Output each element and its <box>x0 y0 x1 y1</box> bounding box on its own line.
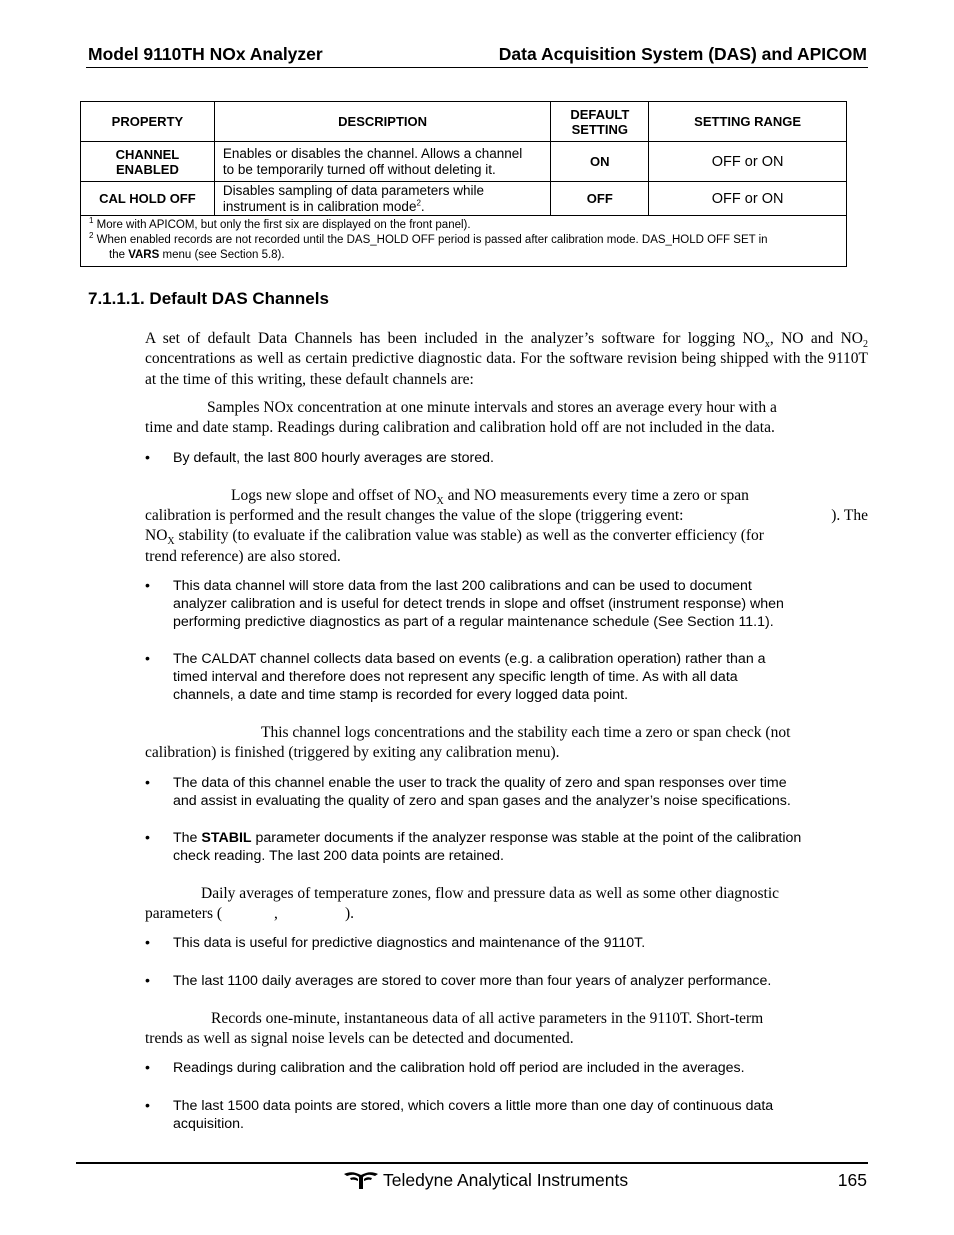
intro-line2-post: concentrations as well as certain predictive diagnostic data. For the software revision being shipped <box>145 350 769 368</box>
bullet-text: This data is useful for predictive diagnostics and maintenance of the 9110T. <box>173 935 646 951</box>
intro-line1-post: , NO and <box>769 330 834 347</box>
bullet-dot: • <box>145 775 150 791</box>
conc-line1: Samples NOx concentration at one minute intervals and stores an average every hour with a <box>207 399 777 416</box>
caldat-line4: trend reference) are also stored. <box>145 548 341 565</box>
th-description: DESCRIPTION <box>214 102 550 142</box>
bullet-dot: • <box>145 1060 150 1076</box>
bullet-line1: This data channel will store data from the last 200 calibrations and can be used to document <box>173 578 752 594</box>
bullet-dot: • <box>145 450 150 466</box>
bullet-b2-pre: The <box>173 830 202 846</box>
bullet-dot: • <box>145 935 150 951</box>
desc-line1: Disables sampling of data parameters while <box>222 183 484 198</box>
cell-default: OFF <box>551 182 649 216</box>
diag-line1: Daily averages of temperature zones, flow and pressure data as well as some other diagnostic <box>201 885 780 902</box>
caldat-line3-wrap <box>145 526 868 546</box>
bullet-line3: channels, a date and time stamp is recorded for every logged data point. <box>173 687 629 703</box>
caldat-line2-post: ). The <box>831 507 868 524</box>
cell-range: OFF or ON <box>649 182 847 216</box>
table-row <box>81 182 847 216</box>
bullet-b2-line1-post: parameter documents if the analyzer response was stable at the point of the calibration <box>251 830 802 846</box>
property-line2: ENABLED <box>116 161 179 177</box>
bullet-line2: and assist in evaluating the quality of zero and span gases and the analyzer’s noise specifications. <box>173 793 791 809</box>
caldat-line3-post: stability (to evaluate if the calibration value was stable) as well as the converter efficiency (for <box>174 527 764 544</box>
das-property-table <box>80 101 847 267</box>
intro-line1-sub: x <box>764 339 770 351</box>
conc-paragraph-line1-wrap <box>145 398 868 418</box>
table-header-row <box>81 102 847 142</box>
header-rule <box>86 67 868 68</box>
cell-range: OFF or ON <box>649 142 847 182</box>
footnote-2-cont-pre: the <box>109 249 129 261</box>
hires-line2-wrap <box>145 1029 868 1049</box>
footnote-1-text: More with APICOM, but only the first six are displayed on the front panel). <box>93 219 471 231</box>
bullet-text <box>173 774 867 810</box>
bullet-line1: The data of this channel enable the user to track the quality of zero and span responses over time <box>173 775 787 791</box>
hires-line1: Records one-minute, instantaneous data of all active parameters in the 9110T. Short-term <box>211 1010 764 1027</box>
caldat-line1-post: and NO measurements every time a zero or span <box>443 487 749 504</box>
calcheck-line2-wrap <box>145 743 868 763</box>
bullet-dot: • <box>145 651 150 667</box>
section-heading: 7.1.1.1. Default DAS Channels <box>88 289 329 308</box>
calcheck-line2: calibration) is finished (triggered by exiting any calibration menu). <box>145 744 560 761</box>
calcheck-line1-wrap <box>145 723 868 743</box>
footnote-2-mark: 2 <box>89 231 94 241</box>
cell-property: CAL HOLD OFF <box>81 182 215 216</box>
bullet-text: The last 1100 daily averages are stored to cover more than four years of analyzer performance. <box>173 973 772 989</box>
footer-rule <box>76 1162 868 1164</box>
conc-line2: time and date stamp. Readings during calibration and calibration hold off are not included in the data. <box>145 419 775 436</box>
th-setting-range: SETTING RANGE <box>649 102 847 142</box>
intro-line3: with the 9110T at the time of this writing, these default channels are: <box>145 350 868 388</box>
desc-line2: to be temporarily turned off without deleting it. <box>222 161 496 177</box>
bullet-line2: analyzer calibration and is useful for detect trends in slope and offset (instrument response) when <box>173 596 784 612</box>
desc-line2: instrument is in calibration mode <box>222 198 417 214</box>
diag-line2-pre: parameters ( <box>145 905 223 922</box>
th-default-line2: SETTING <box>571 121 628 137</box>
caldat-line1-wrap <box>145 486 868 506</box>
bullet-b2-line2: check reading. The last 200 data points are retained. <box>173 848 504 864</box>
bullet-text: Readings during calibration and the calibration hold off period are included in the averages. <box>173 1060 745 1076</box>
bullet-text <box>173 650 867 704</box>
running-header-model: Model 9110TH NOx Analyzer <box>88 44 323 64</box>
footnote-1 <box>89 218 838 233</box>
bullet-line1: The last 1500 data points are stored, which covers a little more than one day of continuous data <box>173 1098 774 1114</box>
diag-line1-wrap <box>145 884 868 904</box>
bullet-dot: • <box>145 1098 150 1114</box>
caldat-line4-wrap <box>145 547 868 567</box>
page-number: 165 <box>837 1170 867 1190</box>
calcheck-line1: This channel logs concentrations and the stability each time a zero or span check (not <box>261 724 791 741</box>
th-property: PROPERTY <box>81 102 215 142</box>
intro-paragraph <box>145 329 868 390</box>
bullet-text <box>173 577 867 631</box>
caldat-line1-pre: Logs new slope and offset of NO <box>231 487 437 504</box>
intro-line2-sub: 2 <box>863 339 868 351</box>
table-notes-row <box>81 216 847 267</box>
th-default-setting <box>551 102 649 142</box>
intro-line2-pre: NO <box>840 330 863 347</box>
caldat-line3-pre: NO <box>145 527 168 544</box>
footnote-2-vars: VARS <box>128 249 160 261</box>
footnote-2-cont-post: menu (see Section 5.8). <box>159 249 285 261</box>
footnote-2-text: When enabled records are not recorded until the DAS_HOLD OFF period is passed after calibration mode. DAS_HOLD OFF SET in <box>93 234 768 246</box>
intro-line1-pre: A set of default Data Channels has been included in the analyzer’s software for logging NO <box>145 330 765 347</box>
hires-line1-wrap <box>145 1009 868 1029</box>
bullet-dot: • <box>145 578 150 594</box>
th-default-line1: DEFAULT <box>570 106 630 122</box>
footer-company: Teledyne Analytical Instruments <box>383 1170 629 1190</box>
cell-description <box>214 182 550 216</box>
bullet-dot: • <box>145 830 150 846</box>
bullet-dot: • <box>145 973 150 989</box>
bullet-line3: performing predictive diagnostics as part of a regular maintenance schedule (See Section 11.1). <box>173 614 774 630</box>
footnote-ref: 2 <box>416 198 421 207</box>
cell-default: ON <box>551 142 649 182</box>
bullet-text <box>173 829 867 865</box>
bullet-line2: timed interval and therefore does not represent any specific length of time. As with all data <box>173 669 738 685</box>
table-row <box>81 142 847 182</box>
diag-line2-post: ). <box>345 905 355 922</box>
desc-end: . <box>420 198 425 214</box>
caldat-line1-sub: X <box>436 496 444 508</box>
bullet-text: By default, the last 800 hourly averages are stored. <box>173 450 494 466</box>
table-footnotes <box>81 216 847 267</box>
desc-line1: Enables or disables the channel. Allows a channel <box>222 146 523 161</box>
diag-line2-mid: , <box>274 905 278 922</box>
property-line1: CHANNEL <box>115 146 180 162</box>
bullet-line2: acquisition. <box>173 1116 244 1132</box>
cell-property <box>81 142 215 182</box>
teledyne-logo-icon <box>344 1170 378 1190</box>
caldat-line2-pre: calibration is performed and the result changes the value of the slope (triggering event: <box>145 507 684 524</box>
bullet-line1: The CALDAT channel collects data based on events (e.g. a calibration operation) rather than a <box>173 651 766 667</box>
running-header-chapter: Data Acquisition System (DAS) and APICOM <box>498 44 867 64</box>
bullet-stabil: STABIL <box>201 830 252 846</box>
footnote-2-continued <box>89 248 838 263</box>
hires-line2: trends as well as signal noise levels can be detected and documented. <box>145 1030 574 1047</box>
caldat-line3-sub: X <box>167 536 175 548</box>
bullet-text <box>173 1097 867 1133</box>
conc-paragraph-line2-wrap <box>145 418 868 438</box>
footnote-1-mark: 1 <box>89 216 94 226</box>
footnote-2 <box>89 233 838 248</box>
cell-description <box>214 142 550 182</box>
